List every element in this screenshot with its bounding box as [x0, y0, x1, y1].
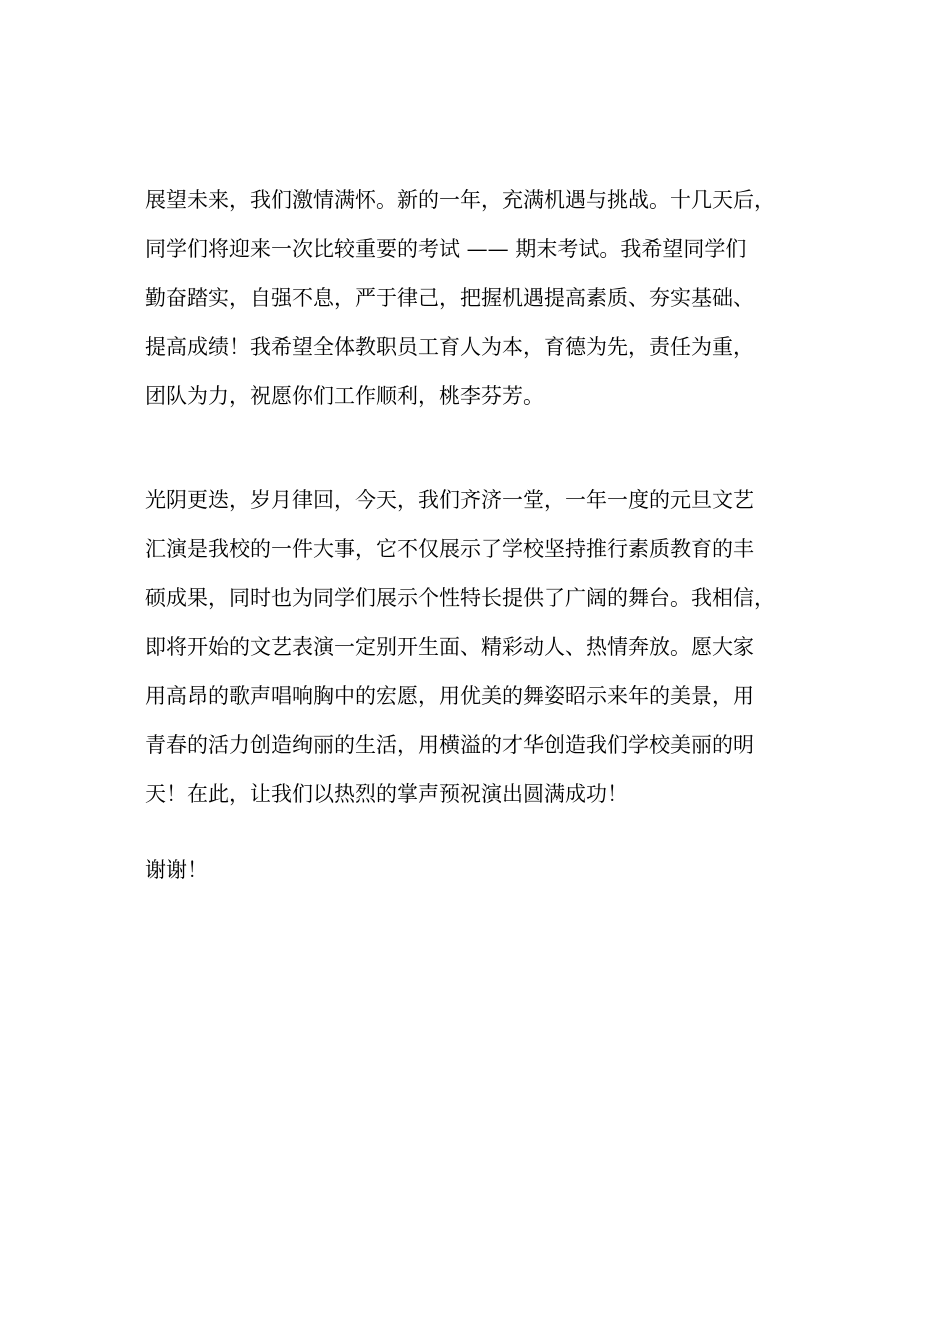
closing-remark	[145, 846, 845, 895]
paragraph-line: 青春的活力创造绚丽的生活，用横溢的才华创造我们学校美丽的明	[145, 733, 754, 757]
paragraph-outlook	[145, 176, 845, 421]
paragraph-line: 团队为力，祝愿你们工作顺利，桃李芬芳。	[145, 384, 544, 408]
paragraph-line: 提高成绩！我希望全体教职员工育人为本，育德为先，责任为重，	[145, 335, 754, 359]
paragraph-line: 天！在此，让我们以热烈的掌声预祝演出圆满成功！	[145, 782, 628, 806]
paragraph-line: 展望未来，我们激情满怀。新的一年，充满机遇与挑战。十几天后，	[145, 188, 775, 212]
paragraph-line: 光阴更迭，岁月律回，今天，我们齐济一堂，一年一度的元旦文艺	[145, 488, 754, 512]
closing-line: 谢谢！	[145, 858, 208, 882]
paragraph-new-year-show	[145, 476, 845, 819]
paragraph-line: 用高昂的歌声唱响胸中的宏愿，用优美的舞姿昭示来年的美景，用	[145, 684, 754, 708]
paragraph-line: 勤奋踏实，自强不息，严于律己，把握机遇提高素质、夯实基础、	[145, 286, 754, 310]
paragraph-line: 汇演是我校的一件大事，它不仅展示了学校坚持推行素质教育的丰	[145, 537, 754, 561]
paragraph-line: 硕成果，同时也为同学们展示个性特长提供了广阔的舞台。我相信，	[145, 586, 775, 610]
paragraph-line: 同学们将迎来一次比较重要的考试 —— 期末考试。我希望同学们	[145, 237, 747, 261]
paragraph-line: 即将开始的文艺表演一定别开生面、精彩动人、热情奔放。愿大家	[145, 635, 754, 659]
